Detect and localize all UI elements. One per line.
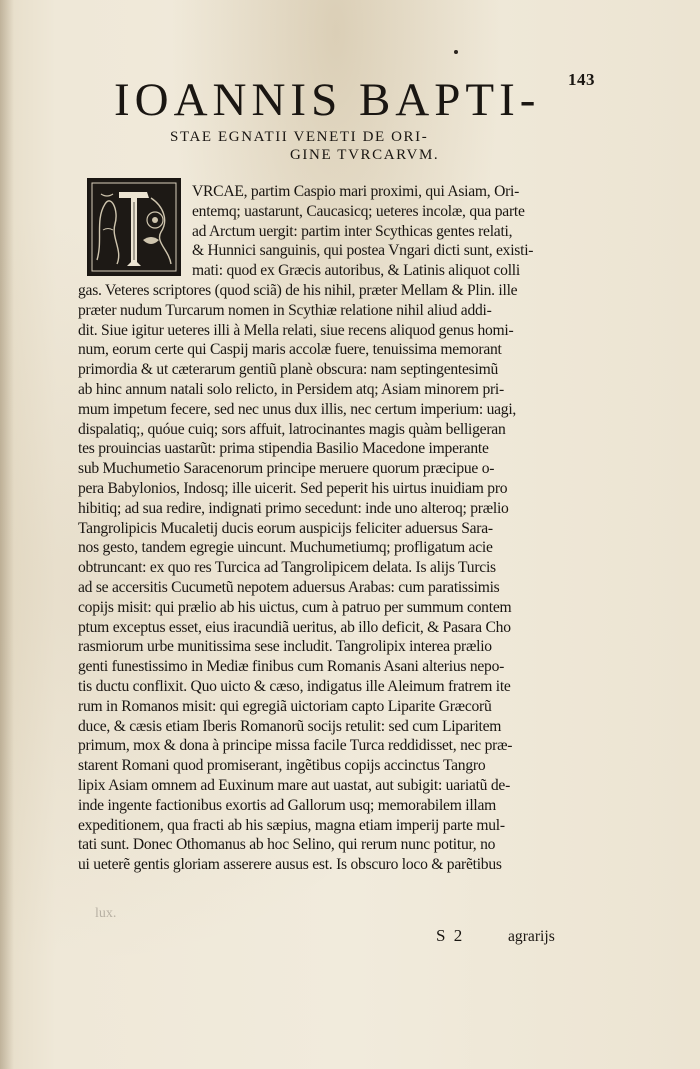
body-text [78, 182, 572, 875]
text-line: dispalatiq;, quóue cuiq; sors affuit, latrocinantes magis quàm belligeran [78, 420, 506, 438]
text-line: ui ueterẽ gentis gloriam asserere ausus est. Is obscuro loco & parẽtibus [78, 856, 502, 874]
text-line: hibitiq; ad sua redire, indignati primo secedunt: inde uno alteroq; prælio [78, 499, 509, 517]
text-line: sub Muchumetio Saracenorum principe meruere quorum præcipue o- [78, 460, 495, 478]
text-line: VRCAE, partim Caspio mari proximi, qui Asiam, Ori- [192, 183, 520, 200]
text-line: starent Romani quod promiserant, ingẽtibus copijs accinctus Tangro [78, 757, 486, 775]
ink-dot [454, 50, 458, 54]
text-line: tis ductu conflixit. Quo uicto & cæso, indigatus ille Aleimum fratrem ite [78, 677, 511, 695]
text-line: ab hinc annum natali solo relicto, in Persidem atq; Asiam minorem pri- [78, 380, 504, 398]
text-line: pera Babylonios, Indosq; ille uicerit. Sed peperit his uirtus inuidiam pro [78, 479, 508, 497]
text-line: rum in Romanos misit: qui egregiã uictoriam capto Liparite Græcorũ [78, 697, 492, 715]
text-line: nos gesto, tandem egregie uincunt. Muchumetiumq; profligatum acie [78, 539, 493, 557]
text-line: lipix Asiam omnem ad Euxinum mare aut uastat, aut subigit: uariatũ de- [78, 776, 511, 794]
text-line: entemq; uastarunt, Caucasicq; ueteres incolæ, qua parte [192, 202, 525, 220]
text-line: mati: quod ex Græcis autoribus, & Latinis aliquot colli [192, 262, 520, 280]
title-line-3: GINE TVRCARVM. [290, 147, 440, 163]
text-line: expeditionem, qua fracti ab his sæpius, magna etiam imperij parte mul- [78, 816, 505, 834]
title-line-2: STAE EGNATII VENETI DE ORI- [170, 129, 429, 145]
text-line: ad se accersitis Cucumetũ nepotem aduersus Arabas: cum paratissimis [78, 578, 500, 596]
faded-margin-note: lux. [95, 906, 117, 921]
text-line: rasmiorum urbe munitissima sese includit. Tangrolipix interea prælio [78, 638, 492, 656]
text-line: præter nudum Turcarum nomen in Scythiæ relatione nihil aliud addi- [78, 301, 492, 319]
catchword: agrarijs [508, 928, 555, 945]
signature-mark: S 2 [436, 926, 465, 945]
text-line: primum, mox & dona à principe missa facile Turca reddidisset, nec præ- [78, 737, 513, 755]
text-line: duce, & cæsis etiam Iberis Romanorũ socijs retulit: sed cum Liparitem [78, 717, 502, 735]
text-line: inde ingente factionibus exortis ad Gallorum usq; memorabilem illam [78, 796, 497, 814]
text-line: tes prouincias uastarũt: prima stipendia Basilio Macedone imperante [78, 440, 489, 458]
text-line: ad Arctum uergit: partim inter Scythicas gentes relati, [192, 222, 513, 240]
page-gutter-shadow [0, 0, 14, 1069]
text-line: Tangrolipicis Mucaletij ducis eorum auspicijs feliciter aduersus Sara- [78, 519, 493, 537]
text-line: primordia & ut cæterarum gentiũ planè obscura: nam septingentesimũ [78, 361, 499, 379]
title-line-1: IOANNIS BAPTI- [114, 74, 541, 126]
text-line: & Hunnici sanguinis, qui postea Vngari dicti sunt, existi- [192, 242, 534, 260]
text-line: dit. Siue igitur ueteres illi à Mella relati, siue recens aliquod genus homi- [78, 321, 514, 339]
text-line: tati sunt. Donec Othomanus ab hoc Selino, qui rerum nunc potitur, no [78, 836, 496, 854]
text-line: ptum exceptus esset, eius iracundiã ueritus, ab illo deficit, & Pasara Cho [78, 618, 511, 636]
text-line: num, eorum certe qui Caspij maris accolæ fuere, tenuissima memorant [78, 341, 502, 359]
text-line: gas. Veteres scriptores (quod sciã) de his nihil, præter Mellam & Plin. ille [78, 281, 518, 299]
text-line: copijs misit: qui prælio ab his uictus, cum à patruo per summum contem [78, 598, 512, 616]
page-number: 143 [568, 70, 595, 89]
text-line: mum impetum fecere, sed nec unus dux illis, nec certum imperium: uagi, [78, 400, 517, 418]
text-line: genti funestissimo in Mediæ finibus cum Romanis Asani alterius nepo- [78, 658, 505, 676]
text-line: obtruncant: ex quo res Turcica ad Tangrolipicem delata. Is alijs Turcis [78, 559, 496, 577]
